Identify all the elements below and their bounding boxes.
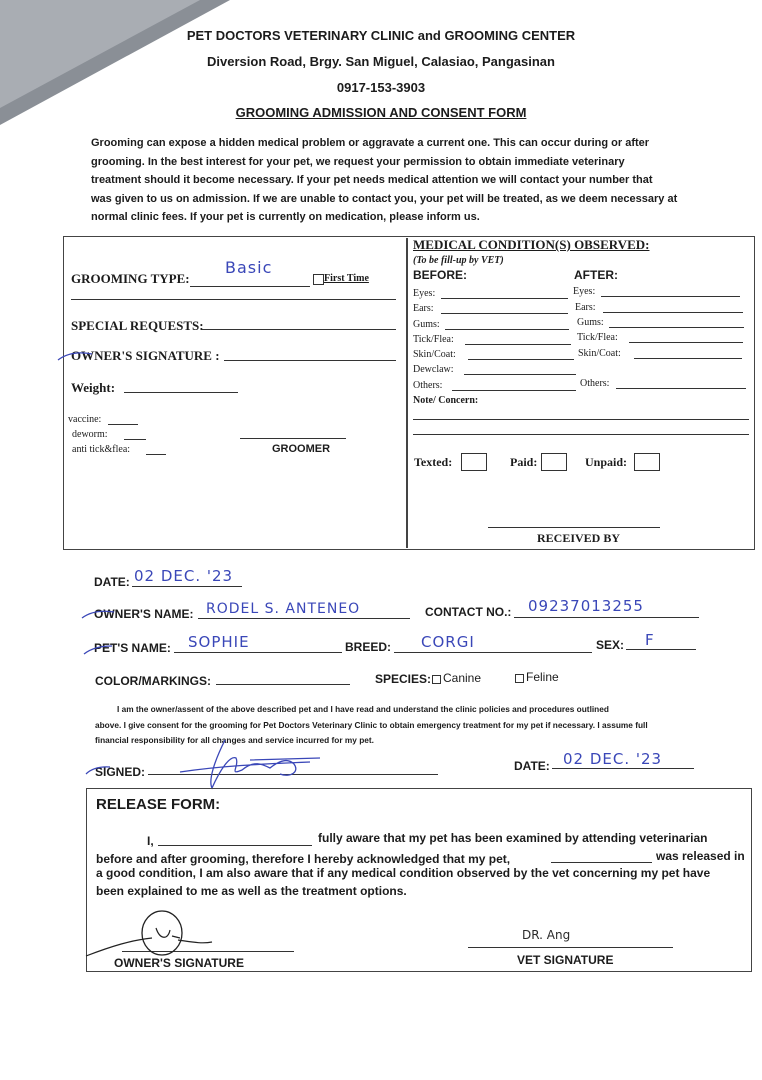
medical-conditions-title: MEDICAL CONDITION(S) OBSERVED: <box>413 237 650 252</box>
contact-handwritten: 09237013255 <box>528 597 644 615</box>
release-line-1-start: I, <box>147 834 154 848</box>
weight-field[interactable] <box>124 378 238 393</box>
paid-checkbox[interactable] <box>541 453 567 471</box>
release-line-4: been explained to me as well as the treatment options. <box>96 884 407 898</box>
date-handwritten: 02 DEC. '23 <box>134 567 234 585</box>
consent-line: above. I give consent for the grooming for Pet Doctors Veterinary Clinic to obtain emergency treatment for my pet if necessary. I assume full <box>95 719 648 730</box>
note-concern-label: Note/ Concern: <box>413 395 479 406</box>
grooming-type-line-2 <box>71 299 396 300</box>
after-skin-field[interactable] <box>634 348 742 359</box>
color-markings-label: COLOR/MARKINGS: <box>95 674 211 688</box>
first-time-checkbox[interactable] <box>313 274 324 285</box>
groomer-label: GROOMER <box>272 443 331 455</box>
texted-label: Texted: <box>414 455 453 469</box>
release-owner-signature-scribble <box>82 900 222 960</box>
sex-handwritten: F <box>645 631 655 649</box>
after-eyes-field[interactable] <box>601 286 740 297</box>
breed-handwritten: CORGI <box>421 633 475 651</box>
texted-checkbox[interactable] <box>461 453 487 471</box>
after-skin-label: Skin/Coat: <box>578 348 621 359</box>
grooming-type-label: GROOMING TYPE: <box>71 271 190 286</box>
deworm-field[interactable] <box>124 429 146 440</box>
signed-label: SIGNED: <box>95 765 146 779</box>
pen-tick-mark <box>82 640 118 658</box>
anti-tick-label: anti tick&flea: <box>72 444 131 455</box>
after-tick-field[interactable] <box>629 332 743 343</box>
deworm-label: deworm: <box>72 429 108 440</box>
vet-fill-subtitle: (To be fill-up by VET) <box>413 255 504 266</box>
before-gums-label: Gums: <box>413 319 440 330</box>
pet-name-label: PET'S NAME: <box>94 641 171 655</box>
release-form-title: RELEASE FORM: <box>96 796 221 813</box>
release-line-2-start: before and after grooming, therefore I hereby acknowledged that my pet, <box>96 852 511 866</box>
after-heading: AFTER: <box>574 268 618 282</box>
release-line-3: a good condition, I am also aware that if any medical condition observed by the vet concerning my pet have <box>96 866 711 880</box>
paid-label: Paid: <box>510 455 538 469</box>
before-skin-label: Skin/Coat: <box>413 349 456 360</box>
after-gums-label: Gums: <box>577 317 604 328</box>
form-title: GROOMING ADMISSION AND CONSENT FORM <box>235 105 527 120</box>
pen-tick-mark <box>84 762 114 778</box>
first-time-label: First Time <box>324 273 369 284</box>
feline-label: Feline <box>526 670 559 684</box>
species-label: SPECIES: <box>375 672 432 686</box>
contact-label: CONTACT NO.: <box>425 605 512 619</box>
release-line-2-end: was released in <box>656 849 745 863</box>
groomer-signature-line[interactable] <box>240 428 346 439</box>
before-dewclaw-label: Dewclaw: <box>413 364 454 375</box>
date-label: DATE: <box>94 575 130 589</box>
unpaid-checkbox[interactable] <box>634 453 660 471</box>
note-line-2[interactable] <box>413 424 749 435</box>
box-divider <box>406 238 408 548</box>
color-markings-field[interactable] <box>216 670 350 685</box>
before-dewclaw-field[interactable] <box>464 364 576 375</box>
feline-checkbox[interactable] <box>515 674 524 683</box>
intro-line: Grooming can expose a hidden medical problem or aggravate a current one. This can occur during or after <box>91 137 650 149</box>
note-line-1[interactable] <box>413 409 749 420</box>
release-vet-signature-line[interactable] <box>468 935 673 948</box>
before-tick-field[interactable] <box>465 334 571 345</box>
clinic-name: PET DOCTORS VETERINARY CLINIC and GROOMING CENTER <box>186 28 576 43</box>
before-skin-field[interactable] <box>468 349 574 360</box>
before-others-label: Others: <box>413 380 443 391</box>
before-ears-label: Ears: <box>413 303 434 314</box>
weight-label: Weight: <box>71 380 116 395</box>
consent-date-handwritten: 02 DEC. '23 <box>563 750 663 768</box>
after-ears-label: Ears: <box>575 302 596 313</box>
received-by-line[interactable] <box>488 517 660 528</box>
clinic-phone: 0917-153-3903 <box>336 80 426 95</box>
after-others-field[interactable] <box>616 378 746 389</box>
after-ears-field[interactable] <box>603 302 743 313</box>
pen-tick-mark <box>56 346 96 366</box>
pen-tick-mark <box>80 604 120 624</box>
vaccine-field[interactable] <box>108 414 138 425</box>
special-requests-label: SPECIAL REQUESTS: <box>71 318 204 333</box>
breed-label: BREED: <box>345 640 392 654</box>
grooming-type-handwritten: Basic <box>225 258 273 277</box>
before-gums-field[interactable] <box>445 319 569 330</box>
owner-name-handwritten: RODEL S. ANTENEO <box>206 601 361 617</box>
release-line-1-end: fully aware that my pet has been examined by attending veterinarian <box>318 831 708 845</box>
vaccine-label: vaccine: <box>68 414 102 425</box>
intro-line: grooming. In the best interest for your pet, we request your permission to obtain immediate veterinary <box>91 155 625 168</box>
owner-name-label: OWNER'S NAME: <box>94 607 194 621</box>
owner-signature-label: OWNER'S SIGNATURE : <box>71 348 220 363</box>
canine-label: Canine <box>443 671 482 685</box>
intro-line: normal clinic fees. If your pet is currently on medication, please inform us. <box>91 211 480 223</box>
owner-signature-field[interactable] <box>224 346 396 361</box>
received-by-label: RECEIVED BY <box>537 531 621 545</box>
after-eyes-label: Eyes: <box>573 286 596 297</box>
unpaid-label: Unpaid: <box>585 455 628 469</box>
intro-line: treatment should it become necessary. If your pet needs medical attention we will contact your number that <box>91 174 653 186</box>
after-others-label: Others: <box>580 378 610 389</box>
special-requests-field[interactable] <box>202 316 396 330</box>
pet-name-handwritten: SOPHIE <box>188 633 250 651</box>
intro-paragraph <box>91 134 711 227</box>
sex-label: SEX: <box>596 638 625 652</box>
release-owner-signature-label: OWNER'S SIGNATURE <box>114 956 244 970</box>
before-eyes-field[interactable] <box>441 288 568 299</box>
sex-field[interactable] <box>626 633 696 650</box>
release-pet-field[interactable] <box>551 848 652 863</box>
consent-date-label: DATE: <box>514 759 550 773</box>
consent-line: I am the owner/assent of the above described pet and I have read and understand the clinic policies and procedures outlined <box>117 704 609 714</box>
before-eyes-label: Eyes: <box>413 288 436 299</box>
clinic-address: Diversion Road, Brgy. San Miguel, Calasiao, Pangasinan <box>207 54 555 69</box>
before-ears-field[interactable] <box>441 303 568 314</box>
release-name-field[interactable] <box>158 831 312 846</box>
after-gums-field[interactable] <box>609 317 744 328</box>
before-tick-label: Tick/Flea: <box>413 334 454 345</box>
intro-line: was given to us on admission. If we are unable to contact you, your pet will be treated, as we deem necessary at <box>91 192 678 205</box>
consent-line: financial responsibility for all changes and service incurred for my pet. <box>95 735 374 745</box>
owner-signature-scribble <box>170 730 340 790</box>
vet-handwritten: DR. Ang <box>522 928 571 942</box>
release-vet-signature-label: VET SIGNATURE <box>517 953 614 967</box>
after-tick-label: Tick/Flea: <box>577 332 618 343</box>
before-heading: BEFORE: <box>413 268 467 282</box>
canine-checkbox[interactable] <box>432 675 441 684</box>
before-others-field[interactable] <box>452 380 576 391</box>
anti-tick-field[interactable] <box>146 444 166 455</box>
